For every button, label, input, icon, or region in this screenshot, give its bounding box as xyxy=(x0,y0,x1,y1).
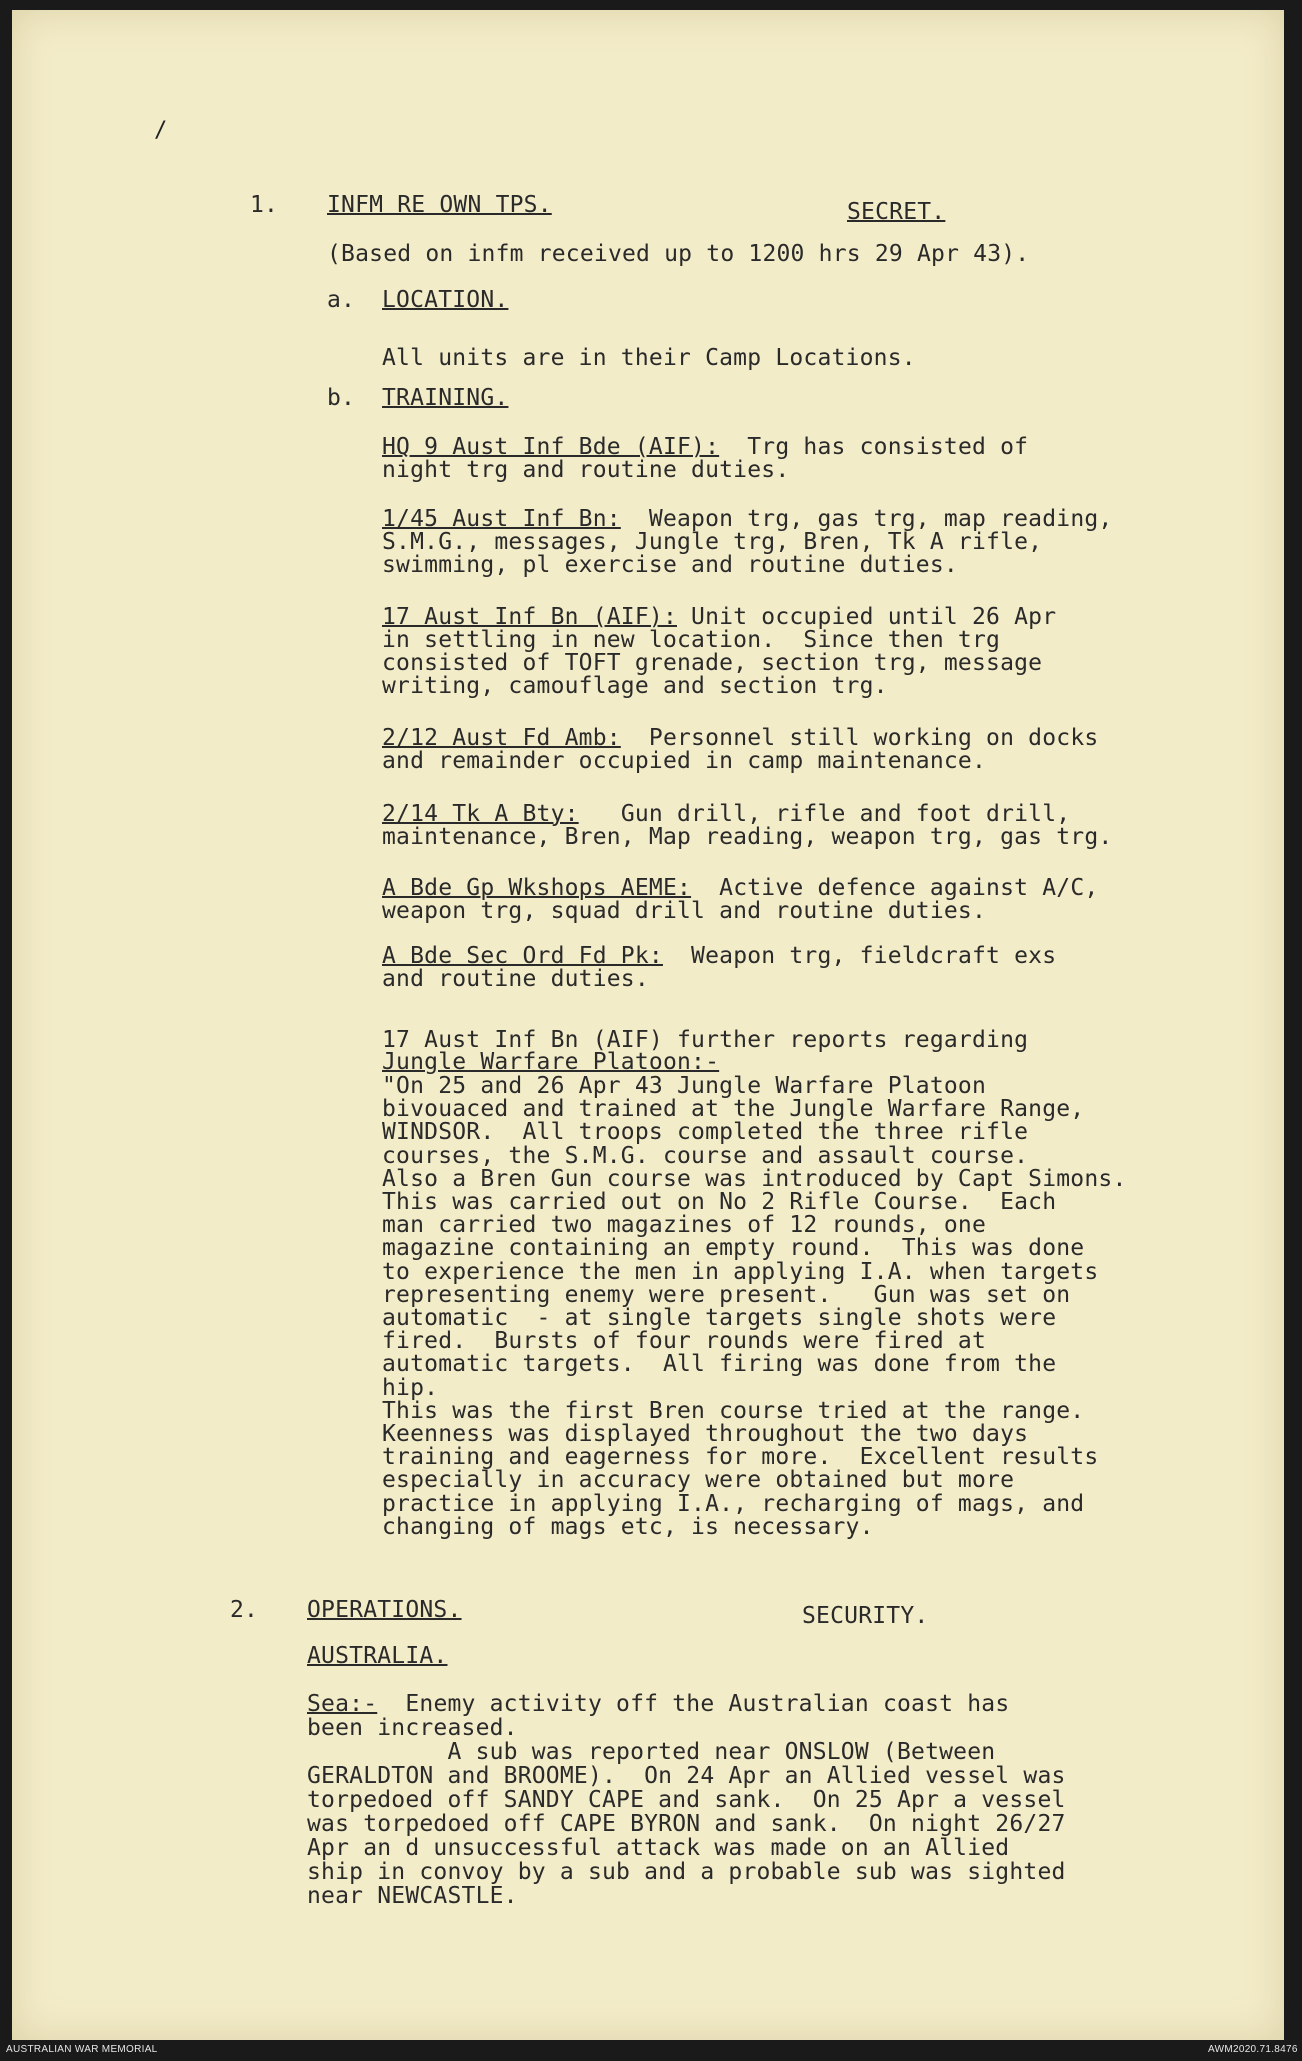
training-entry-line: writing, camouflage and section trg. xyxy=(382,673,888,699)
location-heading: LOCATION. xyxy=(382,287,509,313)
report-line: Keenness was displayed throughout the two days xyxy=(382,1421,1029,1447)
section-number: 2. xyxy=(230,1597,259,1623)
unit-name: A Bde Gp Wkshops AEME: xyxy=(382,875,692,901)
operations-line: Apr an d unsuccessful attack was made on an Allied xyxy=(307,1835,1010,1861)
report-line: WINDSOR. All troops completed the three rifle xyxy=(382,1119,1029,1146)
training-entry-line: night trg and routine duties. xyxy=(382,457,790,483)
report-line: representing enemy were present. Gun was set on xyxy=(382,1281,1071,1308)
report-line: Also a Bren Gun course was introduced by Capt Simons. xyxy=(382,1165,1127,1192)
unit-name: 2/14 Tk A Bty: xyxy=(382,801,579,827)
report-line: automatic - at single targets single shots were xyxy=(382,1305,1057,1331)
section-number: 1. xyxy=(250,192,279,218)
unit-name: 17 Aust Inf Bn (AIF): xyxy=(382,604,677,630)
training-entry-line: 2/14 Tk A Bty: Gun drill, rifle and foot drill, xyxy=(382,801,1071,827)
operations-line: near NEWCASTLE. xyxy=(307,1883,518,1909)
unit-name: A Bde Sec Ord Fd Pk: xyxy=(382,943,663,969)
report-line: training and eagerness for more. Excellent results xyxy=(382,1444,1099,1471)
operations-heading: OPERATIONS. xyxy=(307,1597,462,1623)
training-heading: TRAINING. xyxy=(382,385,509,411)
training-entry-line: maintenance, Bren, Map reading, weapon trg, gas trg. xyxy=(382,824,1113,850)
report-line: courses, the S.M.G. course and assault course. xyxy=(382,1142,1029,1169)
document-page xyxy=(12,10,1284,2040)
section-title: INFM RE OWN TPS. xyxy=(327,192,552,218)
report-line: "On 25 and 26 Apr 43 Jungle Warfare Platoon xyxy=(382,1073,987,1099)
training-entry-line: consisted of TOFT grenade, section trg, message xyxy=(382,650,1043,676)
report-line: fired. Bursts of four rounds were fired at xyxy=(382,1328,987,1355)
unit-name: 2/12 Aust Fd Amb: xyxy=(382,725,621,751)
operations-line: GERALDTON and BROOME). On 24 Apr an Allied vessel was xyxy=(307,1763,1066,1789)
training-entry-line: A Bde Gp Wkshops AEME: Active defence against A/C, xyxy=(382,875,1099,901)
report-line: bivouaced and trained at the Jungle Warfare Range, xyxy=(382,1096,1085,1123)
report-line: changing of mags etc, is necessary. xyxy=(382,1513,874,1540)
operations-line: was torpedoed off CAPE BYRON and sank. On night 26/27 xyxy=(307,1811,1066,1837)
training-entry-line: S.M.G., messages, Jungle trg, Bren, Tk A rifle, xyxy=(382,529,1043,555)
pen-mark: / xyxy=(154,118,168,143)
report-line: man carried two magazines of 12 rounds, one xyxy=(382,1212,987,1239)
training-entry-line: weapon trg, squad drill and routine duties. xyxy=(382,898,987,924)
training-entry-line: 17 Aust Inf Bn (AIF): Unit occupied until 26 Apr xyxy=(382,604,1057,630)
training-entry-line: HQ 9 Aust Inf Bde (AIF): Trg has consisted of xyxy=(382,434,1029,460)
unit-name: HQ 9 Aust Inf Bde (AIF): xyxy=(382,434,720,460)
location-text: All units are in their Camp Locations. xyxy=(382,345,916,371)
unit-name: 1/45 Aust Inf Bn: xyxy=(382,506,621,532)
report-line: to experience the men in applying I.A. when targets xyxy=(382,1258,1099,1285)
region-heading: AUSTRALIA. xyxy=(307,1643,448,1669)
training-entry-line: 1/45 Aust Inf Bn: Weapon trg, gas trg, map reading, xyxy=(382,506,1113,532)
operations-line: torpedoed off SANDY CAPE and sank. On 25 Apr a vessel xyxy=(307,1787,1066,1813)
operations-line: Sea:- Enemy activity off the Australian coast has xyxy=(307,1691,1010,1717)
based-on-note: (Based on infm received up to 1200 hrs 29 Apr 43). xyxy=(327,241,1030,267)
report-heading: 17 Aust Inf Bn (AIF) further reports regarding xyxy=(382,1027,1029,1053)
operations-line: A sub was reported near ONSLOW (Between xyxy=(307,1739,996,1765)
subsection-label: a. xyxy=(327,287,356,313)
security-mark: SECURITY. xyxy=(802,1603,929,1629)
training-entry-line: 2/12 Aust Fd Amb: Personnel still working on docks xyxy=(382,725,1099,751)
report-line: automatic targets. All firing was done from the xyxy=(382,1351,1057,1378)
report-line: This was the first Bren course tried at the range. xyxy=(382,1397,1085,1424)
training-entry-line: in settling in new location. Since then trg xyxy=(382,627,1001,653)
report-line: This was carried out on No 2 Rifle Course. Each xyxy=(382,1189,1057,1215)
training-entry-line: and routine duties. xyxy=(382,966,649,992)
sea-label: Sea:- xyxy=(307,1691,378,1717)
report-line: practice in applying I.A., recharging of mags, and xyxy=(382,1490,1085,1517)
operations-line: ship in convoy by a sub and a probable sub was sighted xyxy=(307,1859,1066,1885)
footer-reference: AWM2020.71.8476 xyxy=(1208,2044,1298,2055)
report-subheading: Jungle Warfare Platoon:- xyxy=(382,1049,720,1075)
training-entry-line: swimming, pl exercise and routine duties. xyxy=(382,552,958,578)
report-line: magazine containing an empty round. This was done xyxy=(382,1235,1085,1262)
operations-line: been increased. xyxy=(307,1715,518,1741)
subsection-label: b. xyxy=(327,385,356,411)
report-line: especially in accuracy were obtained but more xyxy=(382,1467,1015,1494)
training-entry-line: and remainder occupied in camp maintenance. xyxy=(382,748,987,774)
training-entry-line: A Bde Sec Ord Fd Pk: Weapon trg, fieldcraft exs xyxy=(382,943,1057,969)
footer-credit: AUSTRALIAN WAR MEMORIAL xyxy=(6,2044,158,2055)
report-line: hip. xyxy=(382,1374,439,1401)
classification-mark: SECRET. xyxy=(847,199,946,225)
